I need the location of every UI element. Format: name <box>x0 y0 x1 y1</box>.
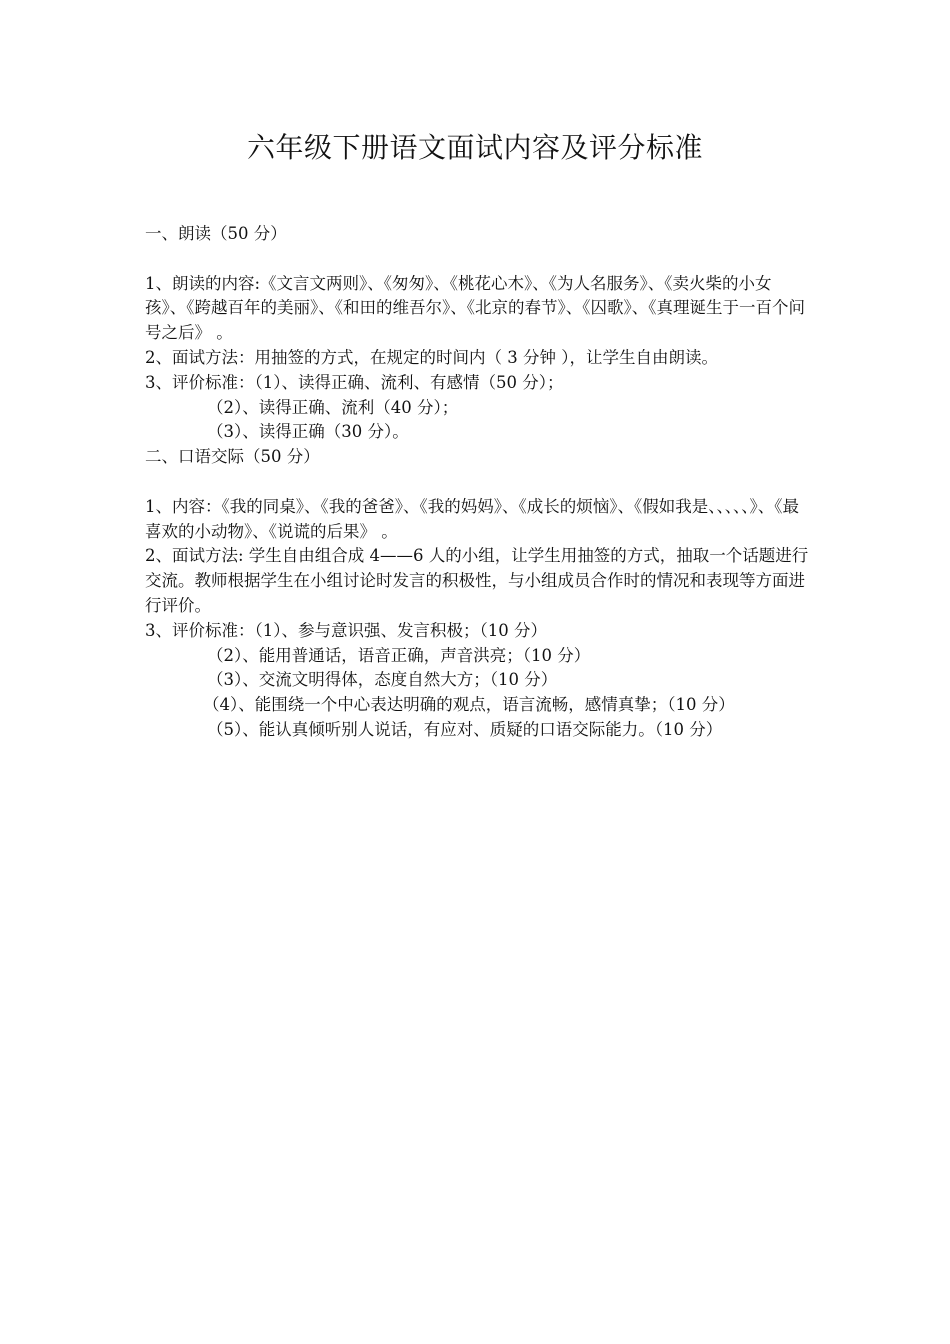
section2-content: 1、内容：《我的同桌》、《我的爸爸》、《我的妈妈》、《成长的烦恼》、《假如我是、、、、、》、《最喜欢的小动物》、《说谎的后果》 。 <box>145 496 799 541</box>
section1-criteria-1: 3、评价标准：（1）、读得正确、流利、有感情（50 分）； <box>145 372 564 392</box>
section1-heading: 一、朗读（50 分） <box>145 224 287 243</box>
section1-content: 1、朗读的内容:《文言文两则》、《匆匆》、《桃花心木》、《为人名服务》、《卖火柴的小女孩》、《跨越百年的美丽》、《和田的维吾尔》、《北京的春节》、《囚歌》、《真理诞生于一百个问号之后》 。 <box>145 273 805 343</box>
section2-criteria-3: （3）、交流文明得体，态度自然大方；（10 分） <box>207 670 558 690</box>
spacer <box>145 470 810 495</box>
spacer <box>145 247 810 272</box>
section2-criteria-5: （5）、能认真倾听别人说话，有应对、质疑的口语交际能力。（10 分） <box>207 719 723 739</box>
section1-criteria-3: （3）、读得正确（30 分）。 <box>207 422 409 442</box>
section2-criteria-4: （4）、能围绕一个中心表达明确的观点，语言流畅，感情真挚；（10 分） <box>203 695 735 715</box>
section2-criteria-1: 3、评价标准：（1）、参与意识强、发言积极；（10 分） <box>145 620 547 640</box>
section1-criteria-2: （2）、读得正确、流利（40 分）； <box>207 397 459 417</box>
section1-method: 2、面试方法：用抽签的方式，在规定的时间内（ 3 分钟 ），让学生自由朗读。 <box>145 347 718 367</box>
document-body <box>145 222 810 743</box>
section2-method: 2、面试方法: 学生自由组合成 4——6 人的小组，让学生用抽签的方式，抽取一个话题进行交流。教师根据学生在小组讨论时发言的积极性，与小组成员合作时的情况和表现等方面进行评价。 <box>145 546 809 615</box>
section2-heading: 二、口语交际（50 分） <box>145 447 320 467</box>
document-title: 六年级下册语文面试内容及评分标准 <box>246 131 703 164</box>
section2-criteria-2: （2）、能用普通话，语音正确，声音洪亮；（10 分） <box>207 645 591 665</box>
